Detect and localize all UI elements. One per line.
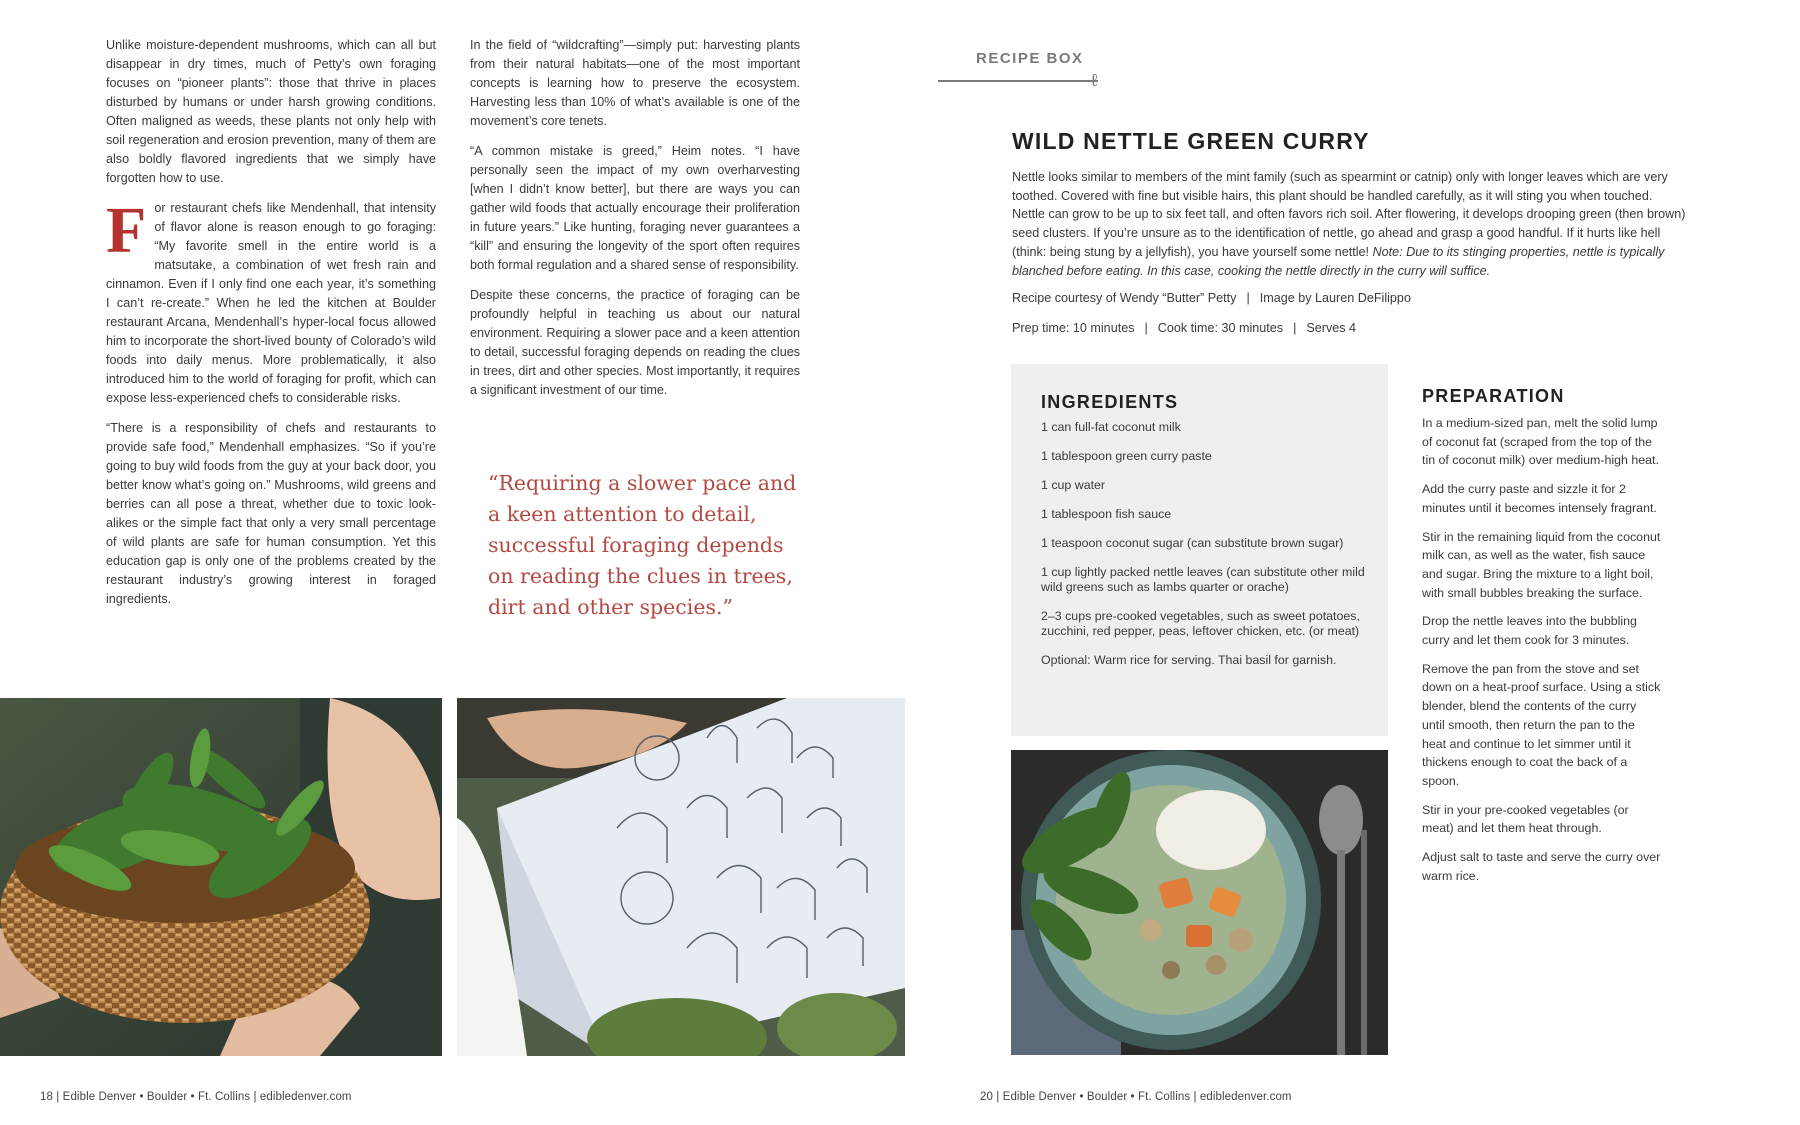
page-folio: 20 | Edible Denver • Boulder • Ft. Collins | edibledenver.com (980, 1091, 1292, 1103)
preparation-step: Remove the pan from the stove and set down on a heat-proof surface. Using a stick blender, blend the contents of the curry until smooth, then return the pan to the heat and continue to let simmer until it thickens enough to coat the back of a spoon. (1422, 661, 1661, 788)
pull-quote: “Requiring a slower pace and a keen attention to detail, successful foraging depends on reading the clues in trees, dirt and other species.” (488, 471, 797, 619)
ingredient-item: 1 tablespoon fish sauce (1041, 507, 1172, 521)
ingredient-item: 1 can full-fat coconut milk (1041, 420, 1181, 434)
article-column-2 (470, 36, 800, 411)
paragraph: “A common mistake is greed,” Heim notes. “I have personally seen the impact of my own overharvesting [when I didn’t know better], but there are ways you can gather wild foods that actually encourage their proliferation in future years.” Like hunting, foraging never guarantees a “kill” and ensuring the longevity of the sport often requires both formal regulation and a shared sense of responsibility. (470, 144, 800, 272)
rule-flourish-icon: ℓ (1090, 70, 1099, 91)
prep-time: Prep time: 10 minutes (1012, 321, 1135, 335)
recipe-credit: Recipe courtesy of Wendy “Butter” Petty (1012, 291, 1237, 305)
paragraph-dropcap (106, 194, 436, 408)
ingredients-list (1041, 420, 1376, 668)
basket-greens-photo (0, 698, 442, 1056)
preparation-section (1422, 386, 1662, 895)
section-rule (938, 80, 1098, 82)
cook-time: Cook time: 30 minutes (1157, 321, 1284, 335)
paragraph: Despite these concerns, the practice of foraging can be profoundly helpful in teaching us about our natural environment. Requiring a slower pace and a keen attention to detail, successful foraging depends on reading the clues in trees, dirt and other species. Most importantly, it requires a significant investment of our time. (470, 288, 800, 397)
ingredient-item: Optional: Warm rice for serving. Thai basil for garnish. (1041, 653, 1337, 667)
preparation-step: Stir in your pre-cooked vegetables (or meat) and let them heat through. (1422, 802, 1629, 836)
preparation-heading: PREPARATION (1422, 386, 1565, 406)
separator: | (1144, 321, 1148, 335)
paragraph-text: or restaurant chefs like Mendenhall, that intensity of flavor alone is reason enough to go foraging: “My favorite smell in the entire world is a matsutake, a combination of wet fresh rain and cinnamon. Even if I only find one each year, it’s something I can’t re-create.” When he led the kitchen at Boulder restaurant Arcana, Mendenhall’s hyper-local focus allowed him to incorporate the short-lived bounty of Colorado’s wild foods into daily menus. More problematically, it also introduced him to the world of foraging for profit, which can expose less-experienced chefs to considerable risks. (106, 201, 436, 405)
preparation-step: Drop the nettle leaves into the bubbling curry and let them cook for 3 minutes. (1422, 614, 1637, 648)
separator: | (1246, 291, 1250, 305)
drop-cap: F (106, 194, 147, 267)
curry-bowl-photo (1011, 750, 1388, 1055)
ingredient-item: 1 cup lightly packed nettle leaves (can substitute other mild wild greens such as lambs quarter or orache) (1041, 565, 1365, 594)
ingredient-item: 1 cup water (1041, 478, 1106, 492)
intro-note: Note: Due to its stinging properties, nettle is typically blanched before eating. In this case, cooking the nettle directly in the curry will suffice. (1012, 244, 1665, 278)
preparation-step: Stir in the remaining liquid from the coconut milk can, as well as the water, fish sauce and sugar. Bring the mixture to a light boil, with small bubbles breaking the surface. (1422, 529, 1661, 600)
ingredients-box (1011, 364, 1388, 736)
serves: Serves 4 (1306, 321, 1357, 335)
ingredient-item: 1 tablespoon green curry paste (1041, 449, 1212, 463)
ingredient-item: 1 teaspoon coconut sugar (can substitute brown sugar) (1041, 536, 1344, 550)
paragraph: “There is a responsibility of chefs and restaurants to provide safe food,” Mendenhall emphasizes. “So if you’re going to buy wild foods from the guy at your back door, you better know what’s going on.” Mushrooms, wild greens and berries can all pose a threat, whether due to toxic look-alikes or the simple fact that only a very small percentage of wild plants are safe for human consumption. Yet this education gap is only one of the problems created by the restaurant industry’s growing interest in foraged ingredients. (106, 421, 436, 606)
preparation-step: Add the curry paste and sizzle it for 2 minutes until it becomes intensely fragrant. (1422, 482, 1657, 515)
ingredient-item: 2–3 cups pre-cooked vegetables, such as sweet potatoes, zucchini, red pepper, peas, leftover chicken, etc. (or meat) (1041, 609, 1360, 638)
recipe-times (1012, 321, 1356, 335)
recipe-credits (1012, 291, 1411, 305)
separator: | (1293, 321, 1297, 335)
preparation-step: Adjust salt to taste and serve the curry over warm rice. (1422, 850, 1661, 883)
ingredients-heading: INGREDIENTS (1041, 392, 1179, 412)
field-guide-photo (457, 698, 905, 1056)
paragraph: Unlike moisture-dependent mushrooms, which can all but disappear in dry times, much of Petty’s own foraging focuses on “pioneer plants”: those that thrive in places disturbed by humans or under harsh growing conditions. Often maligned as weeds, these plants not only help with soil regeneration and erosion prevention, many of them are also boldly flavored ingredients that we simply have forgotten how to use. (106, 38, 436, 185)
paragraph: In the field of “wildcrafting”—simply put: harvesting plants from their natural habitats—one of the most important concepts is learning how to preserve the ecosystem. Harvesting less than 10% of what’s available is one of the movement’s core tenets. (470, 38, 800, 128)
preparation-list (1422, 414, 1662, 885)
preparation-step: In a medium-sized pan, melt the solid lump of coconut fat (scraped from the top of the tin of coconut milk) over medium-high heat. (1422, 416, 1659, 468)
recipe-title: WILD NETTLE GREEN CURRY (1012, 128, 1370, 154)
recipe-intro (1012, 168, 1687, 280)
section-tag: RECIPE BOX (976, 50, 1084, 67)
page-folio: 18 | Edible Denver • Boulder • Ft. Collins | edibledenver.com (40, 1091, 352, 1103)
image-credit: Image by Lauren DeFilippo (1259, 291, 1411, 305)
article-column-1 (106, 36, 436, 620)
intro-text: Nettle looks similar to members of the mint family (such as spearmint or catnip) only with longer leaves which are very toothed. Covered with fine but visible hairs, this plant should be handled carefully, as it will sting you when touched. Nettle can grow to be up to six feet tall, and often favors rich soil. After flowering, it develops drooping green (then brown) seed clusters. If you’re unsure as to the identification of nettle, go ahead and grasp a good handful. If it hurts like hell (think: being stung by a jellyfish), you have yourself some nettle! (1012, 170, 1686, 259)
